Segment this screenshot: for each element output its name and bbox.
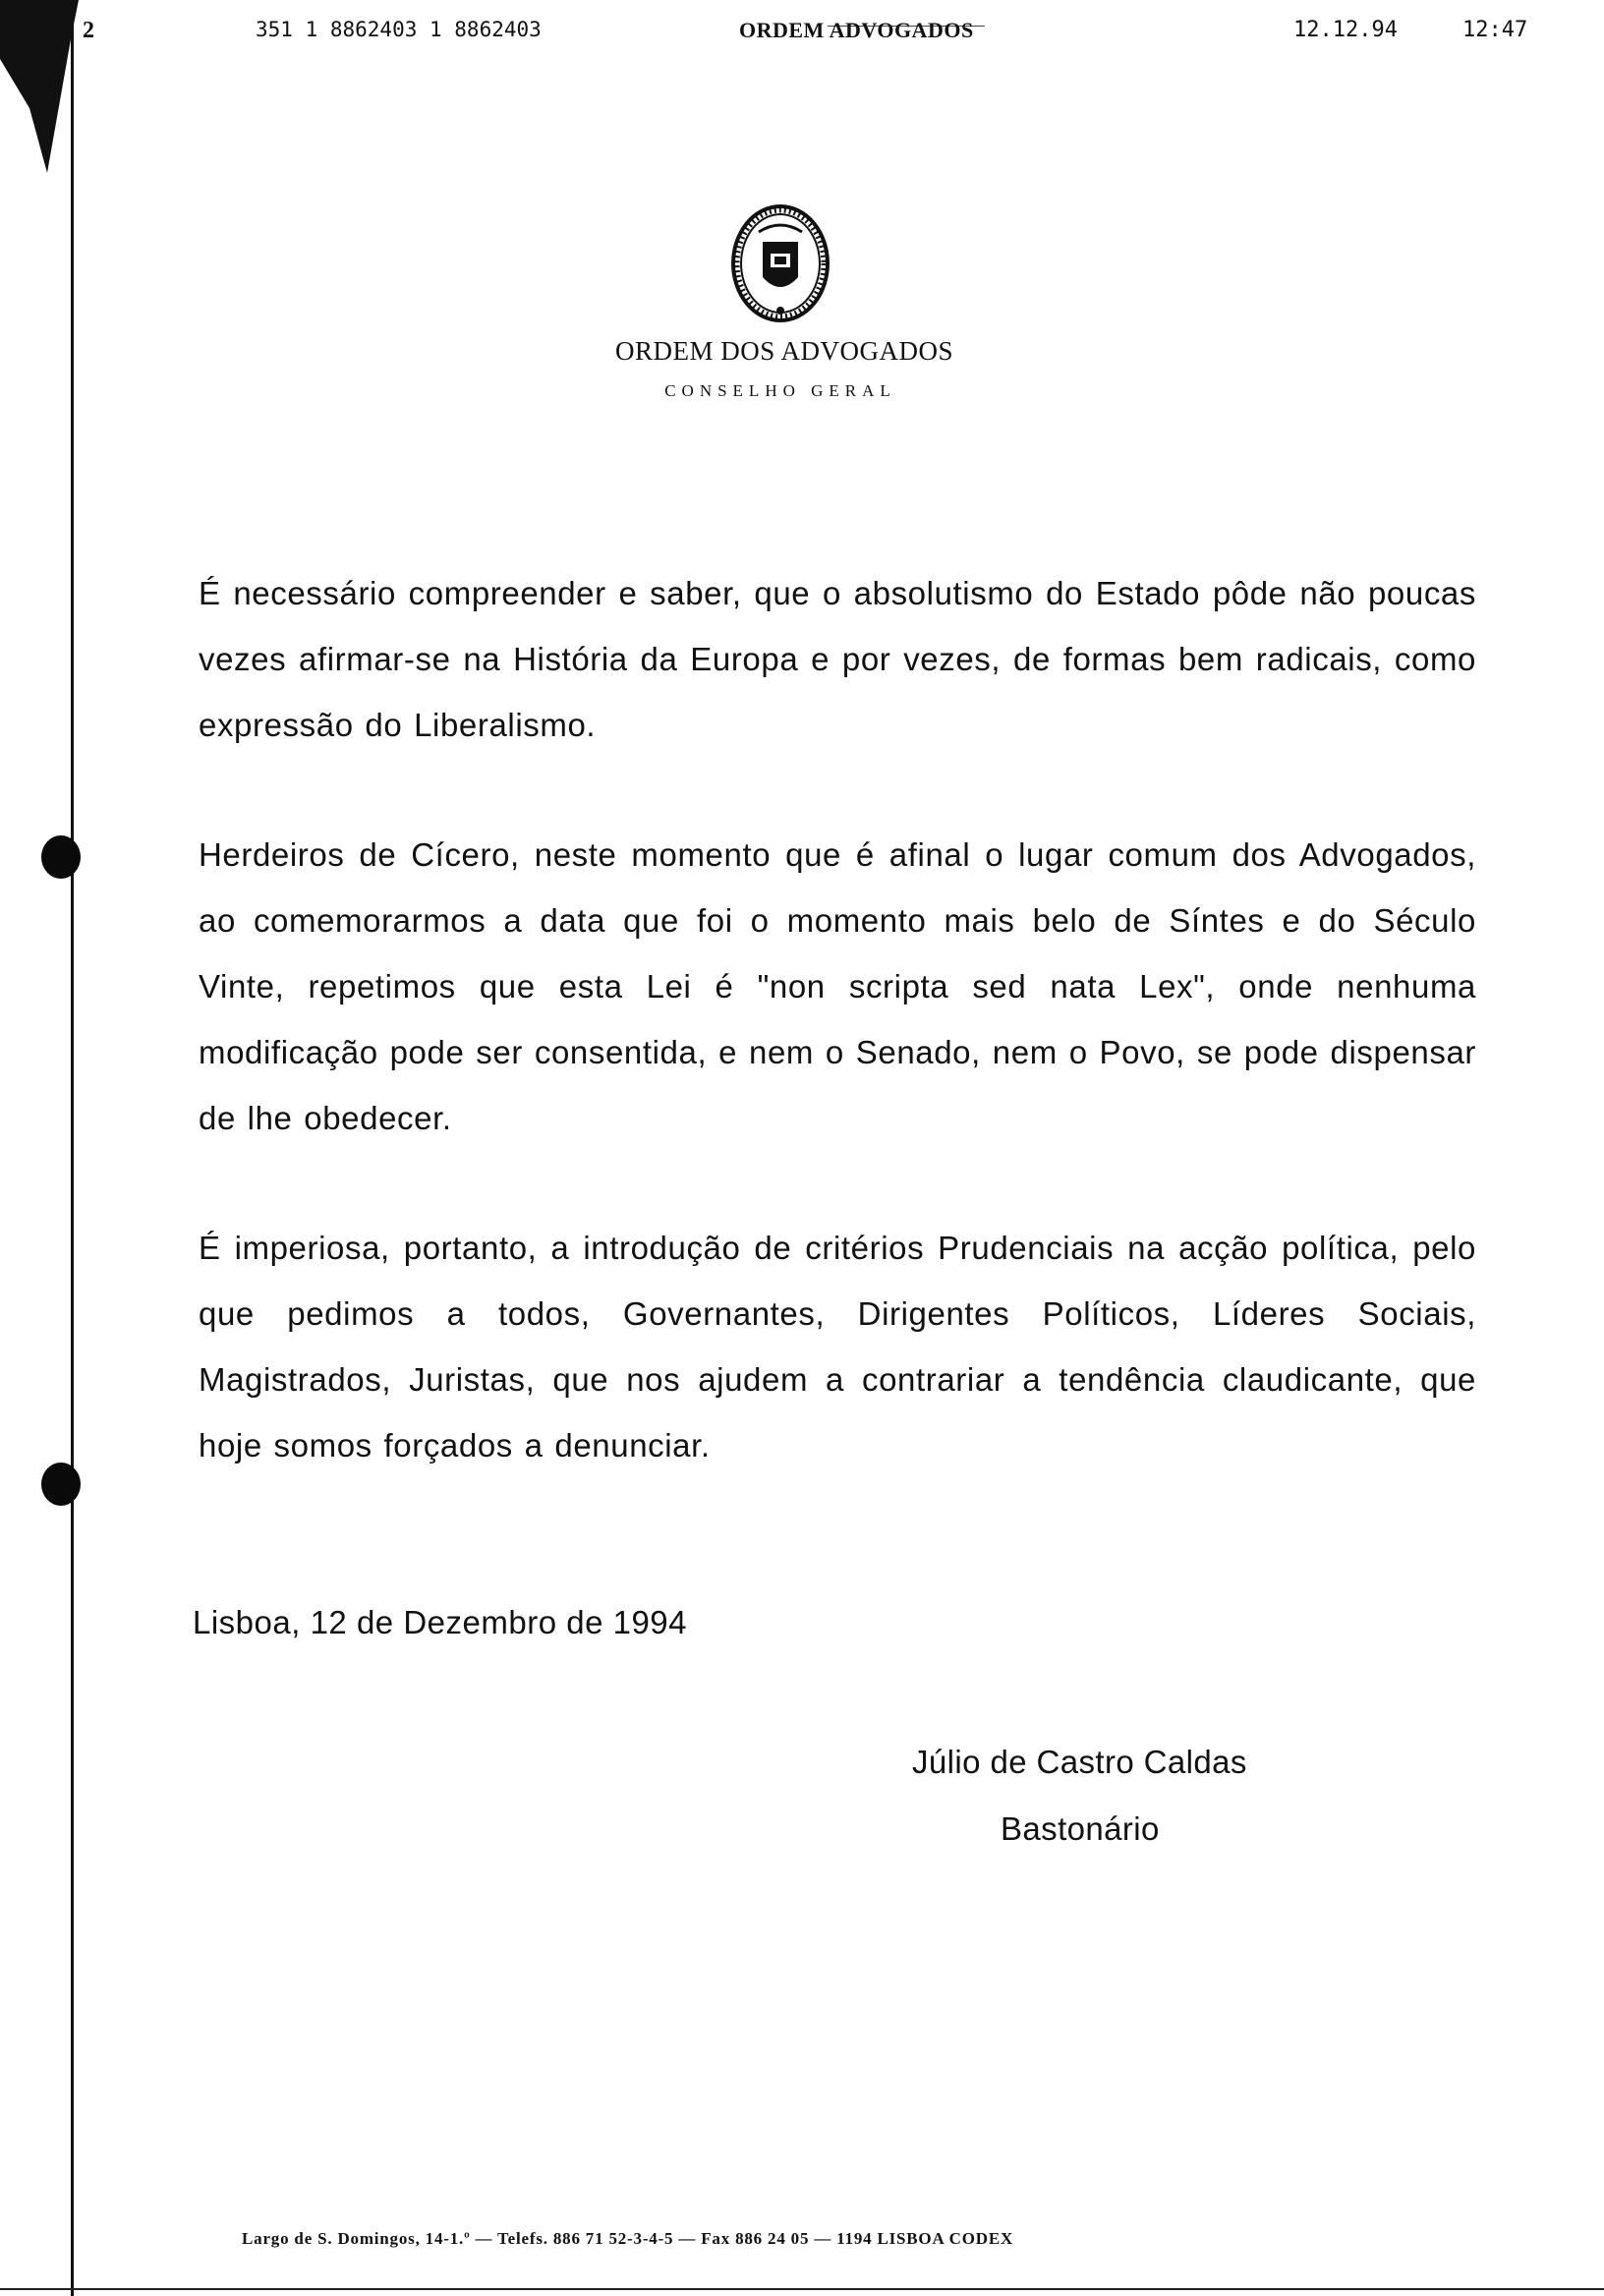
letterhead-subtitle: CONSELHO GERAL (664, 381, 896, 400)
fax-sender: ORDEM ADVOGADOS (739, 18, 974, 42)
signer-title: Bastonário (1001, 1810, 1160, 1847)
fax-date: 12.12.94 (1293, 18, 1398, 42)
body-paragraph-2: Herdeiros de Cícero, neste momento que é afinal o lugar comum dos Advogados, ao comemorarmos a data que foi o momento mais belo de Síntes e do Século Vinte, repetimos que esta Lei é "non scripta sed nata Lex", onde nenhuma modificação pode ser consentida, e nem o Senado, nem o Povo, se pode dispensar de lhe obedecer. (199, 836, 1476, 1136)
punch-hole-top (41, 835, 81, 879)
footer-address: Largo de S. Domingos, 14-1.º — Telefs. 886 71 52-3-4-5 — Fax 886 24 05 — 1194 LISBOA CODEX (242, 2229, 1014, 2248)
fax-phone-numbers: 351 1 8862403 1 8862403 (256, 18, 542, 41)
fax-header (0, 18, 1604, 57)
place-and-date: Lisboa, 12 de Dezembro de 1994 (193, 1604, 688, 1640)
bottom-edge-rule (0, 2288, 1604, 2290)
fax-page-number: 2 (83, 18, 94, 43)
fax-time: 12:47 (1462, 18, 1528, 42)
punch-hole-bottom (41, 1463, 81, 1506)
body-paragraph-1: É necessário compreender e saber, que o absolutismo do Estado pôde não poucas vezes afirmar-se na História da Europa e por vezes, de formas bem radicais, como expressão do Liberalismo. (199, 575, 1476, 743)
body-paragraph-3: É imperiosa, portanto, a introdução de critérios Prudenciais na acção política, pelo que pedimos a todos, Governantes, Dirigentes Políticos, Líderes Sociais, Magistrados, Juristas, que nos ajudem a contrariar a tendência claudicante, que hoje somos forçados a denunciar. (199, 1230, 1476, 1464)
bar-association-seal-icon (729, 202, 831, 324)
letterhead-org-name: ORDEM DOS ADVOGADOS (614, 336, 954, 366)
signer-name: Júlio de Castro Caldas (912, 1744, 1247, 1780)
